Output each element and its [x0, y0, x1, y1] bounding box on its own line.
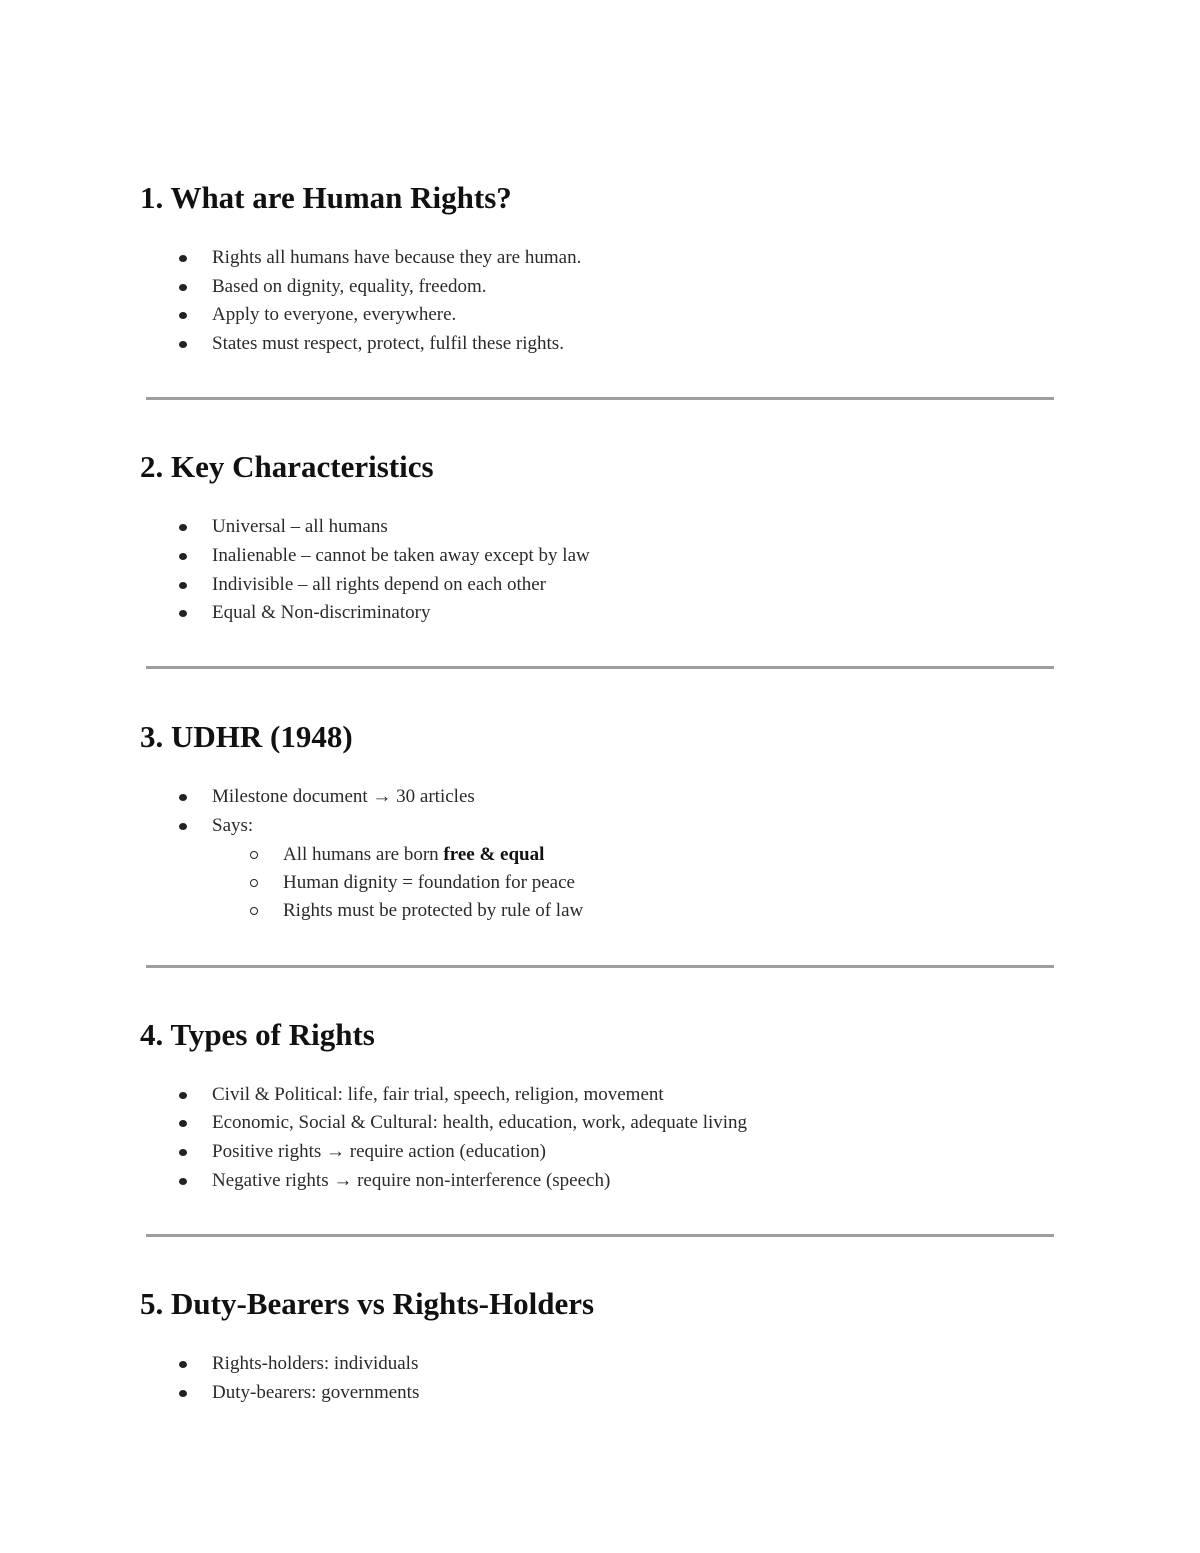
- section-divider: [146, 666, 1054, 669]
- bullet-icon: [179, 1092, 187, 1099]
- section-3-item-1: Milestone document → 30 articles: [212, 785, 475, 809]
- section-1-item-3: Apply to everyone, everywhere.: [212, 303, 456, 327]
- bullet-icon: [179, 610, 187, 617]
- section-5-heading: 5. Duty-Bearers vs Rights-Holders: [140, 1286, 595, 1321]
- bullet-icon: [179, 1178, 187, 1185]
- section-4-item-4: Negative rights → require non-interference (speech): [212, 1169, 610, 1193]
- bullet-icon: [179, 312, 187, 319]
- section-3-subitem-2: Human dignity = foundation for peace: [283, 871, 575, 895]
- section-divider: [146, 397, 1054, 400]
- bullet-icon: [179, 1149, 187, 1156]
- bullet-icon: [179, 284, 187, 291]
- bullet-icon: [179, 553, 187, 560]
- bullet-icon: [179, 255, 187, 262]
- section-5-item-2: Duty-bearers: governments: [212, 1381, 419, 1405]
- section-divider: [146, 965, 1054, 968]
- section-5-item-1: Rights-holders: individuals: [212, 1352, 418, 1376]
- section-2-item-1: Universal – all humans: [212, 515, 388, 539]
- bullet-icon: [179, 1390, 187, 1397]
- section-4-heading: 4. Types of Rights: [140, 1017, 375, 1052]
- section-3-heading: 3. UDHR (1948): [140, 719, 353, 754]
- bullet-icon: [179, 794, 187, 801]
- section-1-item-4: States must respect, protect, fulfil these rights.: [212, 332, 564, 356]
- section-4-item-2: Economic, Social & Cultural: health, education, work, adequate living: [212, 1111, 747, 1135]
- bullet-icon: [179, 524, 187, 531]
- section-1-item-2: Based on dignity, equality, freedom.: [212, 275, 487, 299]
- section-2-item-2: Inalienable – cannot be taken away except by law: [212, 544, 590, 568]
- section-3-subitem-1: All humans are born free & equal: [283, 843, 544, 867]
- bullet-icon: [179, 1120, 187, 1127]
- bullet-icon: [179, 582, 187, 589]
- hollow-bullet-icon: [250, 851, 258, 859]
- bullet-icon: [179, 1361, 187, 1368]
- section-2-item-3: Indivisible – all rights depend on each other: [212, 573, 546, 597]
- section-1-item-1: Rights all humans have because they are human.: [212, 246, 581, 270]
- section-2-heading: 2. Key Characteristics: [140, 449, 434, 484]
- section-2-item-4: Equal & Non-discriminatory: [212, 601, 430, 625]
- hollow-bullet-icon: [250, 879, 258, 887]
- section-4-item-1: Civil & Political: life, fair trial, speech, religion, movement: [212, 1083, 664, 1107]
- bullet-icon: [179, 341, 187, 348]
- bullet-icon: [179, 823, 187, 830]
- section-3-item-2: Says:: [212, 814, 253, 838]
- hollow-bullet-icon: [250, 907, 258, 915]
- section-4-item-3: Positive rights → require action (education): [212, 1140, 546, 1164]
- section-divider: [146, 1234, 1054, 1237]
- section-1-heading: 1. What are Human Rights?: [140, 180, 512, 215]
- section-3-subitem-3: Rights must be protected by rule of law: [283, 899, 583, 923]
